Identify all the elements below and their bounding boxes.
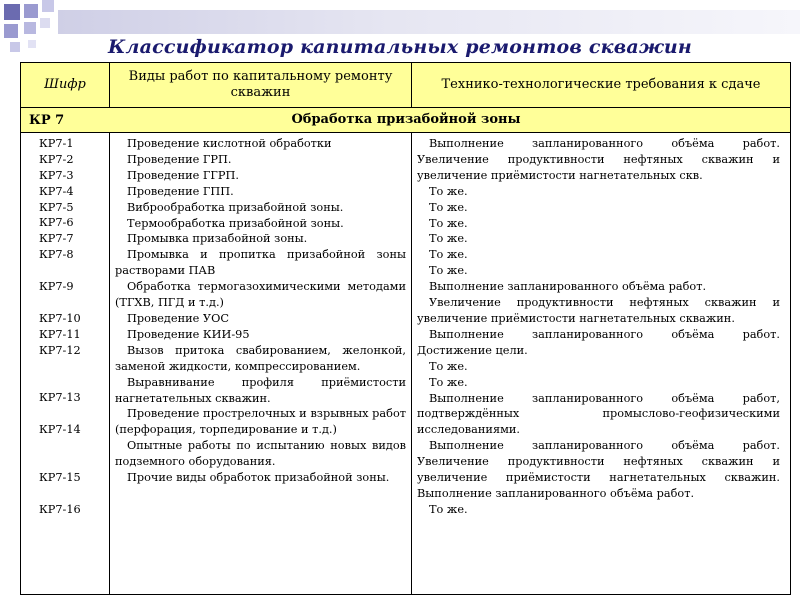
requirement-item: Выполнение запланированного объёма работ. Увеличение продуктивности нефтяных скважин и увеличение приёмистости нагнетательных скв. [417,137,780,182]
requirement-item: То же. [429,184,468,198]
repair-code: КР7-3 [39,168,74,182]
repair-code: КР7-16 [39,502,81,516]
repair-code: КР7-8 [39,248,74,262]
repair-code: КР7-14 [39,423,81,437]
work-item: Проведение кислотной обработки [127,137,332,150]
requirement-item: То же. [429,264,468,278]
work-item: Опытные работы по испытанию новых видов подземного оборудования. [115,439,406,469]
deco-square [24,4,38,18]
deco-square [40,18,50,28]
work-item: Проведение КИИ-95 [127,327,250,341]
requirement-item: То же. [429,216,468,230]
work-item: Обработка термогазохимическими методами (ТГХВ, ПГД и т.д.) [115,280,406,310]
requirement-item: Выполнение запланированного объёма работ. [429,280,707,294]
requirement-item: То же. [429,502,468,516]
table-body-row [21,133,791,595]
requirement-item: Увеличение продуктивности нефтяных скважин и увеличение приёмистости нагнетательных скважин. [417,296,780,325]
repair-code: КР7-2 [39,152,74,166]
requirement-item: Выполнение запланированного объёма работ. Достижение цели. [417,327,780,357]
table-header-row [21,63,791,108]
requirement-item: То же. [429,200,468,214]
work-item: Выравнивание профиля приёмистости нагнетательных скважин. [115,375,406,405]
section-name: Обработка призабойной зоны [291,112,521,127]
deco-square [4,4,20,20]
repair-code: КР7-9 [39,280,74,294]
repair-code: КР7-5 [39,200,74,214]
repair-code: КР7-13 [39,391,81,405]
page-title: Классификатор капитальных ремонтов скважин [108,36,692,58]
work-item: Проведение ГПП. [127,184,234,198]
column-header-code: Шифр [21,63,110,108]
requirement-item: То же. [429,375,468,389]
works-cell [110,133,412,595]
repair-code: КР7-11 [39,327,81,341]
repair-classifier-table [20,62,791,595]
work-item: Термообработка призабойной зоны. [127,216,344,230]
work-item: Виброобработка призабойной зоны. [127,200,344,214]
column-header-works: Виды работ по капитальному ремонту скважин [110,63,412,108]
requirements-cell [412,133,791,595]
work-item: Проведение ГРП. [127,152,232,166]
work-item: Промывка призабойной зоны. [127,232,308,246]
repair-code: КР7-4 [39,184,74,198]
work-item: Проведение прострелочных и взрывных работ (перфорация, торпедирование и т.д.) [115,407,406,437]
repair-code: КР7-10 [39,311,81,325]
work-item: Проведение ГГРП. [127,168,239,182]
requirement-item: То же. [429,232,468,246]
repair-code: КР7-1 [39,137,74,150]
repair-code: КР7-15 [39,470,81,484]
repair-code: КР7-12 [39,343,81,357]
column-header-requirements: Технико-технологические требования к сдаче [412,63,791,108]
deco-square [42,0,54,12]
codes-cell [21,133,110,595]
section-row [21,108,791,133]
repair-code: КР7-6 [39,216,74,230]
header-bar [58,10,800,34]
requirement-item: Выполнение запланированного объёма работ, подтверждённых промыслово-геофизическими исследованиями. [417,391,780,437]
work-item: Проведение УОС [127,311,229,325]
requirement-item: Выполнение запланированного объёма работ. Увеличение продуктивности нефтяных скважин и увеличение приёмистости нагнетательных скважин. Выполнение запланированного объёма работ. [417,439,780,500]
work-item: Промывка и пропитка призабойной зоны растворами ПАВ [115,248,406,278]
work-item: Вызов притока свабированием, желонкой, заменой жидкости, компрессированием. [115,343,406,373]
requirement-item: То же. [429,359,468,373]
work-item: Прочие виды обработок призабойной зоны. [127,471,390,485]
repair-code: КР7-7 [39,232,74,246]
section-code: КР 7 [29,112,65,128]
deco-square [24,22,36,34]
requirement-item: То же. [429,248,468,262]
